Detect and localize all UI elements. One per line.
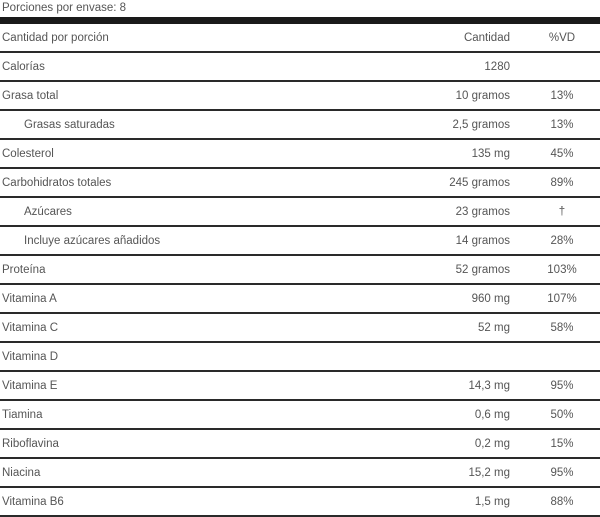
nutrient-daily-value: 15%	[550, 437, 574, 450]
nutrient-name: Calorías	[2, 60, 45, 73]
nutrient-amount: 0,6 mg	[474, 408, 510, 421]
table-row	[0, 343, 600, 372]
nutrient-name: Tiamina	[2, 408, 43, 421]
nutrient-daily-value: 88%	[550, 495, 574, 508]
nutrient-name: Vitamina E	[2, 379, 58, 392]
nutrient-name: Carbohidratos totales	[2, 176, 112, 189]
table-row	[0, 488, 600, 517]
nutrient-amount: 245 gramos	[449, 176, 510, 189]
table-row	[0, 285, 600, 314]
table-row	[0, 53, 600, 82]
nutrient-daily-value: 28%	[550, 234, 574, 247]
nutrient-name: Colesterol	[2, 147, 54, 160]
nutrient-daily-value: 45%	[550, 147, 574, 160]
nutrient-rows	[0, 53, 600, 517]
nutrient-daily-value: 13%	[550, 89, 574, 102]
nutrient-daily-value: 95%	[550, 379, 574, 392]
nutrient-name: Vitamina B6	[2, 495, 64, 508]
nutrient-amount: 960 mg	[471, 292, 510, 305]
nutrient-daily-value: 58%	[550, 321, 574, 334]
table-row	[0, 401, 600, 430]
servings-per-container: Porciones por envase: 8	[2, 2, 127, 14]
table-row	[0, 314, 600, 343]
nutrient-name: Grasa total	[2, 89, 59, 102]
nutrient-name: Riboflavina	[2, 437, 59, 450]
nutrient-amount: 135 mg	[471, 147, 510, 160]
nutrient-amount: 15,2 mg	[468, 466, 510, 479]
table-row	[0, 256, 600, 285]
nutrient-name: Vitamina D	[2, 350, 59, 363]
nutrient-amount: 1,5 mg	[474, 495, 510, 508]
table-row	[0, 111, 600, 140]
nutrient-daily-value: 89%	[550, 176, 574, 189]
nutrient-daily-value: 50%	[550, 408, 574, 421]
nutrient-amount: 1280	[484, 60, 510, 73]
header-daily-value: %VD	[548, 31, 576, 44]
nutrient-daily-value: 95%	[550, 466, 574, 479]
nutrient-amount: 52 gramos	[455, 263, 510, 276]
nutrient-name: Azúcares	[24, 205, 72, 218]
nutrient-amount: 0,2 mg	[474, 437, 510, 450]
table-row	[0, 459, 600, 488]
nutrient-name: Incluye azúcares añadidos	[24, 234, 161, 247]
nutrient-amount: 52 mg	[478, 321, 510, 334]
nutrient-daily-value: 13%	[550, 118, 574, 131]
table-row	[0, 227, 600, 256]
nutrient-amount: 2,5 gramos	[452, 118, 510, 131]
header-name: Cantidad por porción	[2, 31, 109, 44]
table-row	[0, 372, 600, 401]
table-header-row	[0, 24, 600, 53]
nutrient-daily-value: †	[558, 205, 566, 218]
nutrient-amount: 14,3 mg	[468, 379, 510, 392]
nutrient-name: Vitamina C	[2, 321, 59, 334]
nutrient-amount: 14 gramos	[455, 234, 510, 247]
nutrient-name: Vitamina A	[2, 292, 57, 305]
nutrient-daily-value: 103%	[547, 263, 577, 276]
nutrient-amount: 23 gramos	[455, 205, 510, 218]
nutrient-name: Grasas saturadas	[24, 118, 115, 131]
table-row	[0, 198, 600, 227]
nutrient-name: Niacina	[2, 466, 41, 479]
table-row	[0, 169, 600, 198]
thick-divider	[0, 17, 600, 24]
nutrient-daily-value: 107%	[547, 292, 577, 305]
nutrient-name: Proteína	[2, 263, 46, 276]
header-amount: Cantidad	[463, 31, 510, 44]
nutrient-amount: 10 gramos	[455, 89, 510, 102]
table-row	[0, 430, 600, 459]
table-row	[0, 140, 600, 169]
table-row	[0, 82, 600, 111]
